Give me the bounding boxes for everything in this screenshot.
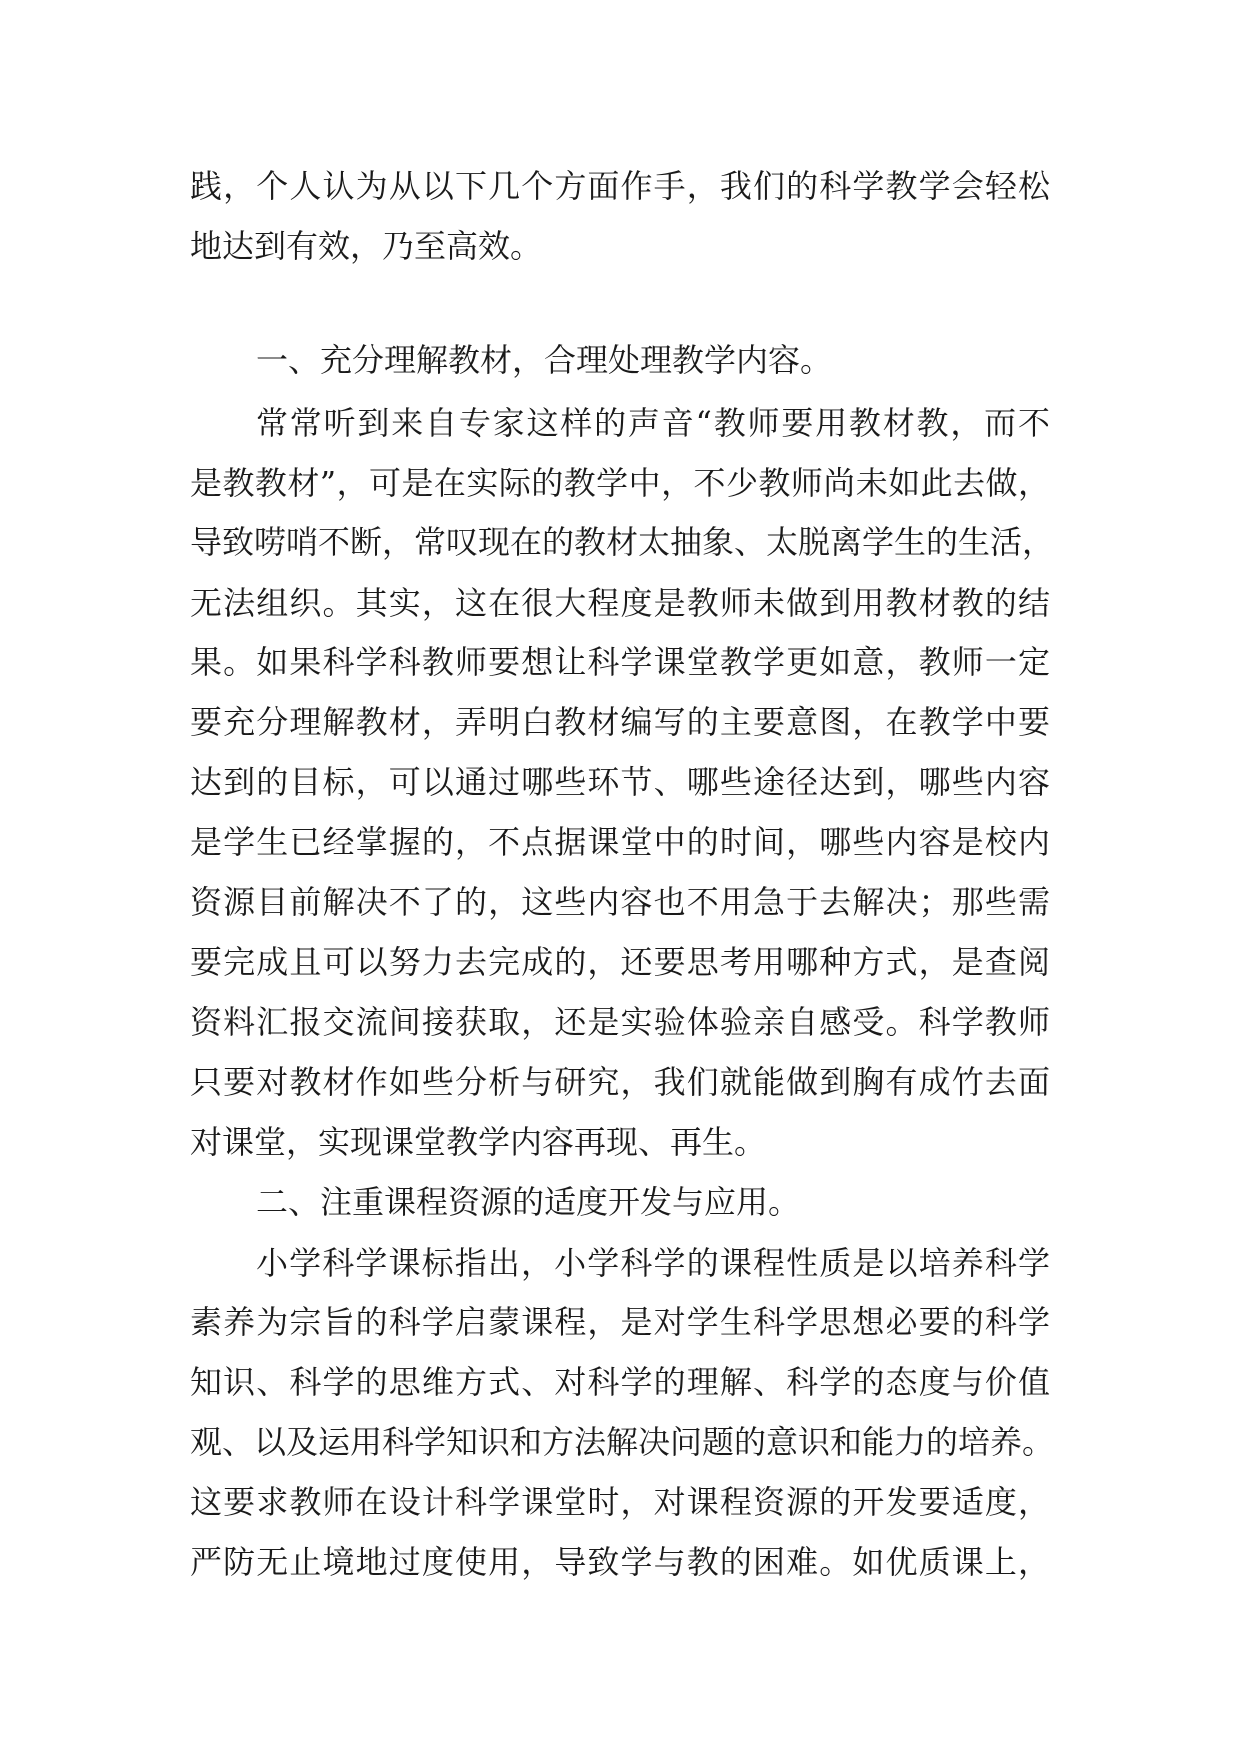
paragraph-line: 达到的目标，可以通过哪些环节、哪些途径达到，哪些内容	[190, 763, 1050, 801]
section-heading: 二、注重课程资源的适度开发与应用。	[256, 1183, 801, 1221]
section-heading: 一、充分理解教材，合理处理教学内容。	[256, 341, 833, 379]
paragraph-line: 这要求教师在设计科学课堂时，对课程资源的开发要适度，	[190, 1483, 1050, 1521]
paragraph-line: 只要对教材作如些分析与研究，我们就能做到胸有成竹去面	[190, 1063, 1050, 1101]
paragraph-line: 资源目前解决不了的，这些内容也不用急于去解决；那些需	[190, 883, 1050, 921]
paragraph-line: 要完成且可以努力去完成的，还要思考用哪种方式，是查阅	[190, 943, 1050, 981]
paragraph-line: 果。如果科学科教师要想让科学课堂教学更如意，教师一定	[190, 643, 1050, 681]
paragraph-line: 常常听到来自专家这样的声音“教师要用教材教，而不	[256, 404, 1050, 442]
paragraph-line: 无法组织。其实，这在很大程度是教师未做到用教材教的结	[190, 584, 1050, 622]
paragraph-line: 观、以及运用科学知识和方法解决问题的意识和能力的培养。	[190, 1423, 1055, 1461]
paragraph-line: 地达到有效，乃至高效。	[190, 227, 543, 265]
paragraph-line: 资料汇报交流间接获取，还是实验体验亲自感受。科学教师	[190, 1003, 1050, 1041]
paragraph-line: 知识、科学的思维方式、对科学的理解、科学的态度与价值	[190, 1363, 1050, 1401]
paragraph-line: 严防无止境地过度使用，导致学与教的困难。如优质课上，	[190, 1543, 1050, 1581]
paragraph-line: 践，个人认为从以下几个方面作手，我们的科学教学会轻松	[190, 167, 1050, 205]
paragraph-line: 素养为宗旨的科学启蒙课程，是对学生科学思想必要的科学	[190, 1303, 1050, 1341]
paragraph-line: 对课堂，实现课堂教学内容再现、再生。	[190, 1123, 767, 1161]
paragraph-line: 小学科学课标指出，小学科学的课程性质是以培养科学	[256, 1244, 1050, 1282]
paragraph-line: 是教教材”，可是在实际的教学中，不少教师尚未如此去做，	[190, 464, 1050, 502]
paragraph-line: 导致唠哨不断，常叹现在的教材太抽象、太脱离学生的生活，	[190, 523, 1055, 561]
paragraph-line: 是学生已经掌握的，不点据课堂中的时间，哪些内容是校内	[190, 823, 1050, 861]
paragraph-line: 要充分理解教材，弄明白教材编写的主要意图，在教学中要	[190, 703, 1050, 741]
